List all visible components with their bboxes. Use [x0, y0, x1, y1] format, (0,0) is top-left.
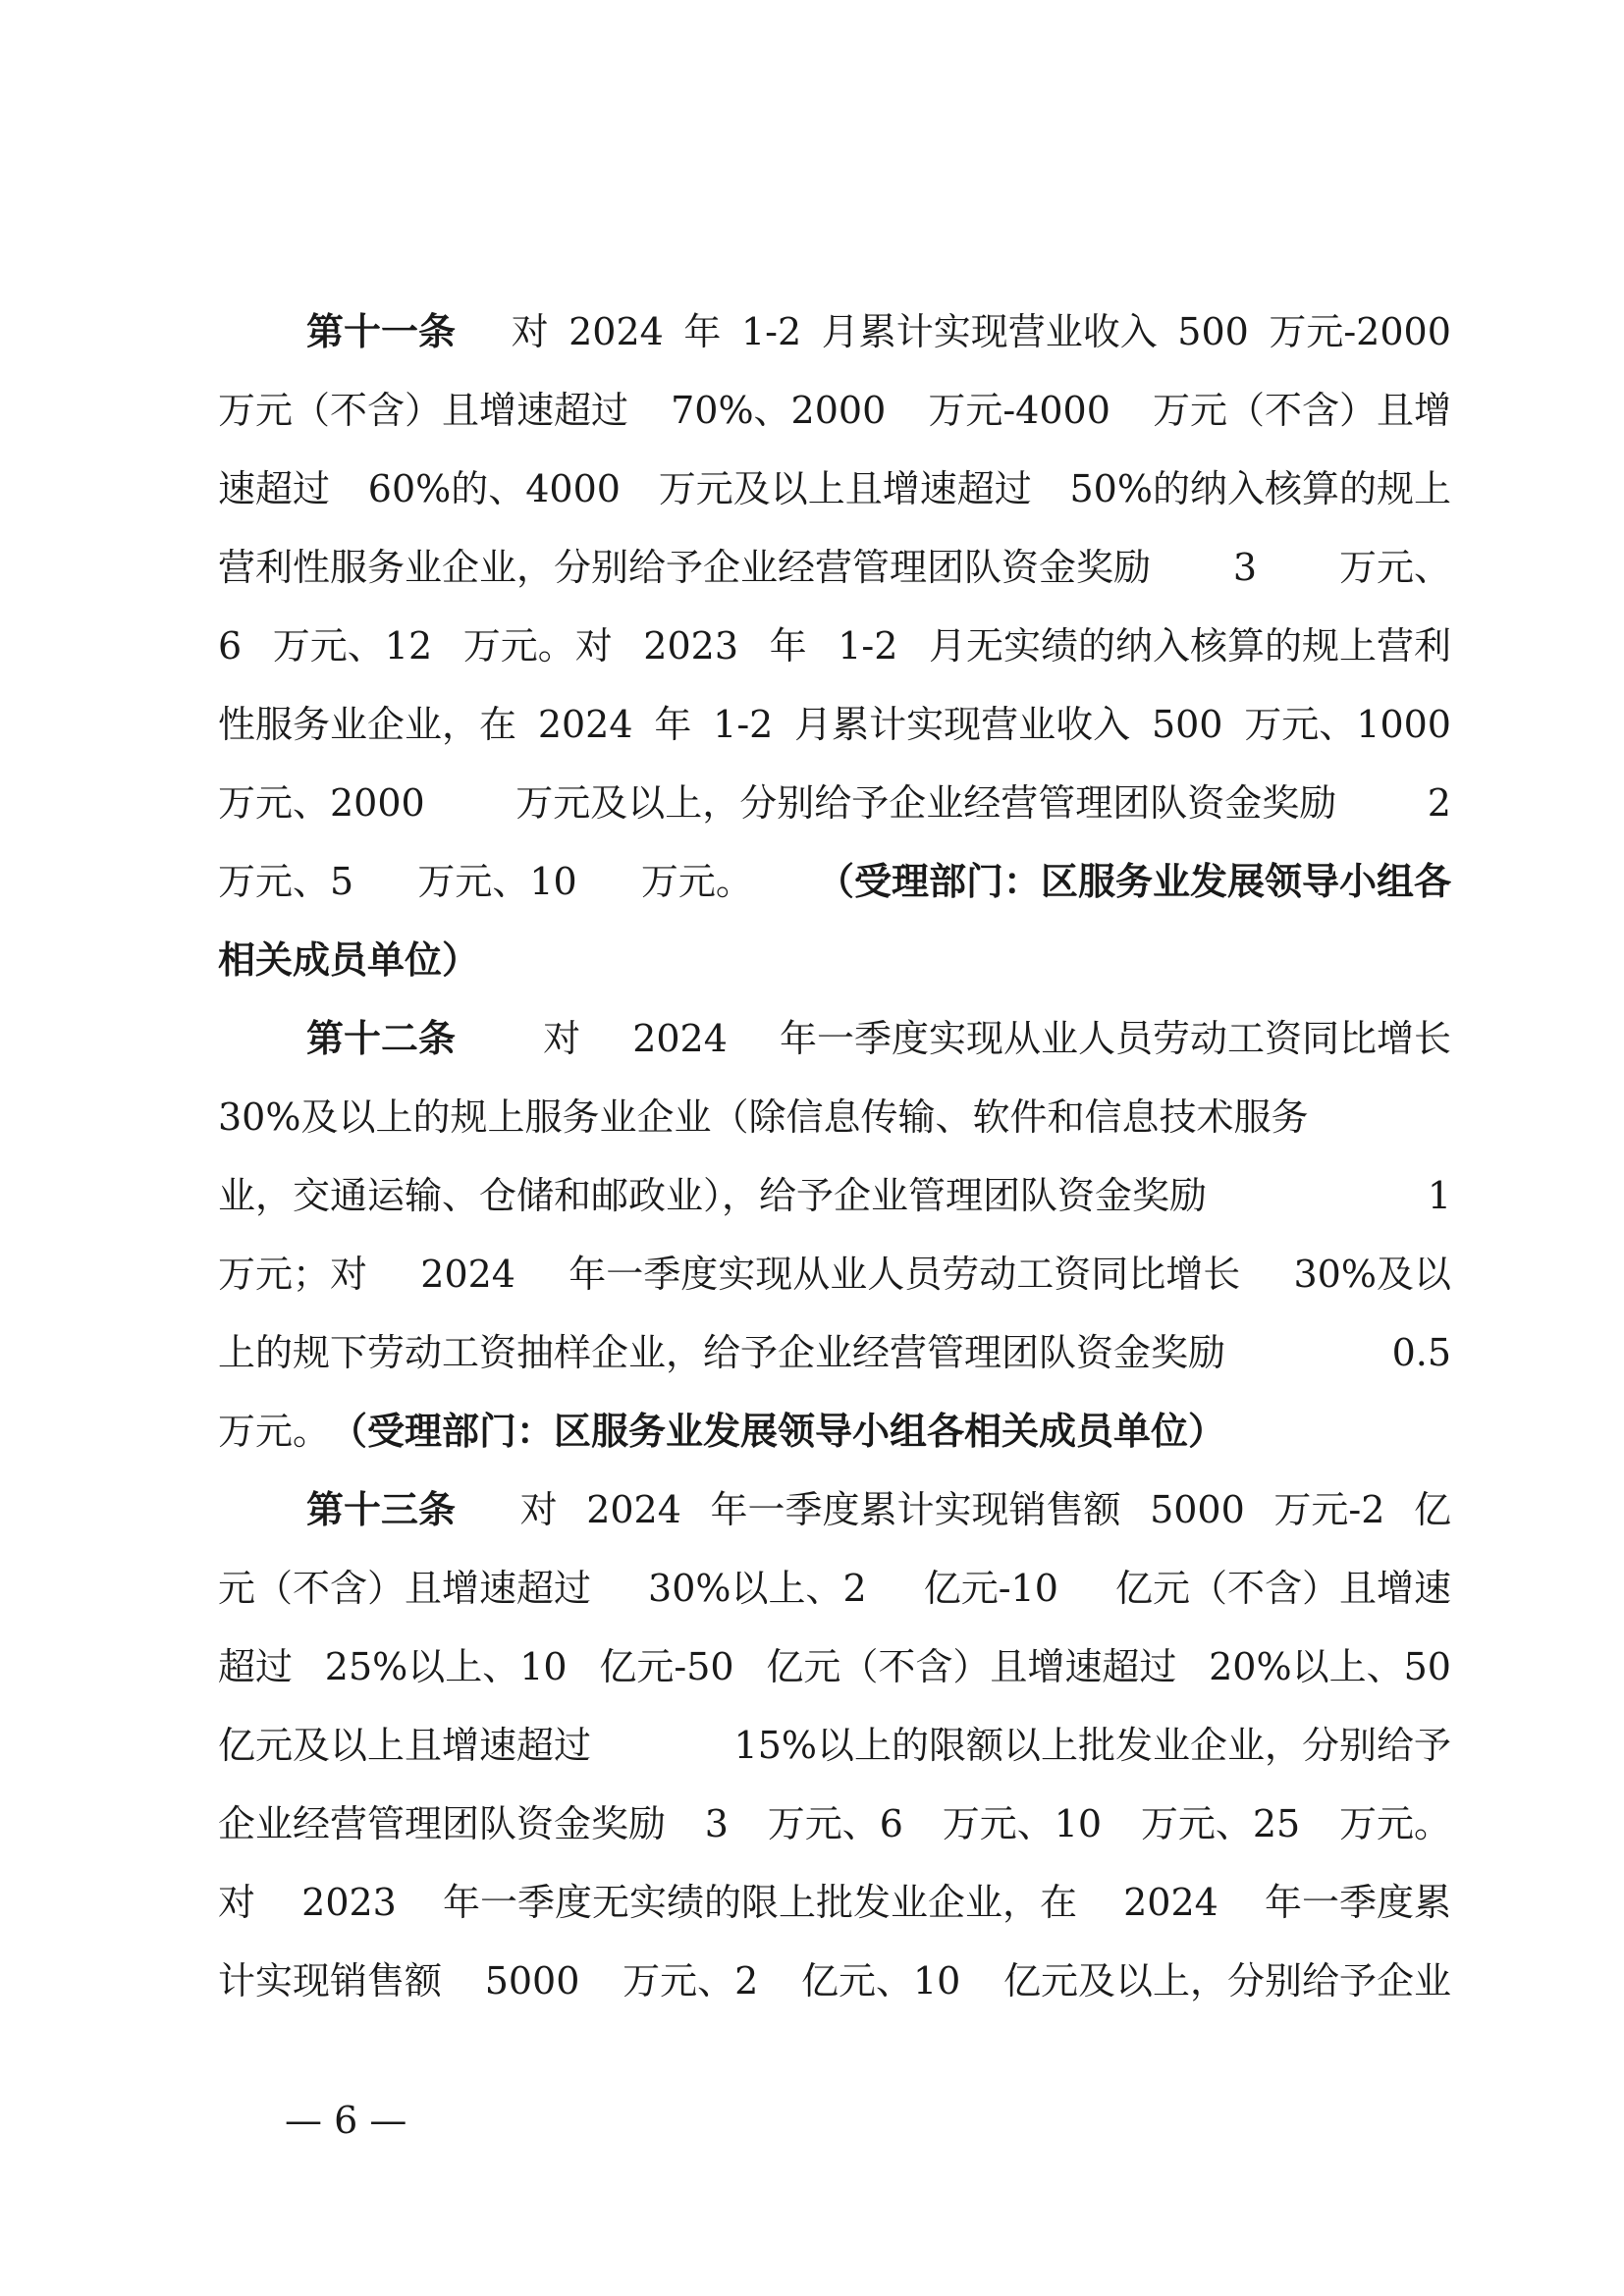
text-segment: 亿元及以上，分别给予企业 — [1002, 1959, 1451, 2002]
text-segment: 2024 — [632, 1017, 728, 1060]
text-segment: 万元（不含）且增速超过 — [218, 389, 629, 432]
text-segment: 年一季度累 — [1264, 1881, 1451, 1924]
text-segment: 万元、10 — [942, 1802, 1103, 1845]
text-segment: 2024 — [586, 1488, 681, 1531]
text-segment: 计实现销售额 — [218, 1959, 443, 2002]
text-segment: 万元。对 — [462, 624, 613, 667]
text-segment: 年一季度累计实现销售额 — [710, 1488, 1121, 1531]
text-segment: 1-2 — [740, 310, 802, 353]
responsible-department: （受理部门：区服务业发展领导小组各 — [816, 859, 1451, 903]
text-segment: 3 — [704, 1802, 729, 1845]
article-11-line-1 — [218, 293, 1451, 371]
text-segment: 50%的纳入核算的规上 — [1069, 467, 1451, 510]
text-segment: 超过 — [218, 1645, 294, 1688]
article-12-line-3 — [218, 1156, 1451, 1235]
text-segment: 亿 — [1413, 1488, 1451, 1531]
text-segment: 万元、2 — [623, 1959, 759, 2002]
text-segment: 营利性服务业企业，分别给予企业经营管理团队资金奖励 — [218, 546, 1152, 589]
text-segment: 年 — [654, 703, 692, 746]
text-segment: 2024 — [568, 310, 664, 353]
text-segment: 3 — [1232, 546, 1258, 589]
text-segment: 万元-2 — [1273, 1488, 1385, 1531]
text-segment: 元（不含）且增速超过 — [218, 1567, 592, 1610]
text-segment: 亿元（不含）且增速 — [1114, 1567, 1451, 1610]
text-segment: 亿元、10 — [800, 1959, 961, 2002]
text-segment: 1-2 — [713, 703, 774, 746]
text-segment: 万元、5 — [218, 860, 354, 903]
text-segment: 2024 — [537, 703, 633, 746]
text-segment: 30%及以 — [1293, 1253, 1451, 1296]
text-segment: 60%的、4000 — [367, 467, 621, 510]
text-segment: 月累计实现营业收入 — [794, 703, 1131, 746]
article-11-line-6 — [218, 685, 1451, 764]
article-12-line-1 — [218, 999, 1451, 1078]
responsible-department: （受理部门：区服务业发展领导小组各相关成员单位） — [330, 1409, 1226, 1453]
text-segment: 70%、2000 — [671, 389, 887, 432]
text-segment: 15%以上的限额以上批发业企业，分别给予 — [733, 1724, 1451, 1767]
text-segment: 万元、10 — [417, 860, 577, 903]
text-segment: 25%以上、10 — [324, 1645, 568, 1688]
text-segment: 月累计实现营业收入 — [821, 310, 1158, 353]
article-11-line-8 — [218, 842, 1451, 921]
responsible-department: 相关成员单位） — [218, 937, 480, 982]
article-12-line-2 — [218, 1078, 1451, 1156]
text-segment: 万元、6 — [767, 1802, 903, 1845]
text-segment: 万元-4000 — [928, 389, 1110, 432]
text-segment: 企业经营管理团队资金奖励 — [218, 1802, 667, 1845]
text-segment: 2024 — [420, 1253, 515, 1296]
text-segment: 500 — [1151, 703, 1223, 746]
article-13-line-5 — [218, 1785, 1451, 1863]
text-segment: 2 — [1427, 781, 1451, 825]
article-13-line-4 — [218, 1706, 1451, 1785]
article-12-line-6 — [218, 1392, 1451, 1470]
text-segment: 20%以上、50 — [1209, 1645, 1451, 1688]
article-11-line-7 — [218, 764, 1451, 842]
text-segment: 年 — [769, 624, 807, 667]
text-segment: 万元。 — [218, 1410, 331, 1453]
text-segment: 万元-2000 — [1269, 310, 1451, 353]
text-segment: 0.5 — [1391, 1331, 1451, 1374]
text-segment: 500 — [1177, 310, 1249, 353]
text-segment: 30%及以上的规上服务业企业（除信息传输、软件和信息技术服务 — [218, 1095, 1309, 1139]
text-segment: 年一季度实现从业人员劳动工资同比增长 — [568, 1253, 1241, 1296]
article-title: 第十一条 — [306, 309, 457, 353]
text-segment: 月无实绩的纳入核算的规上营利 — [928, 624, 1451, 667]
article-11-line-3 — [218, 450, 1451, 528]
text-segment: 对 — [218, 1881, 256, 1924]
text-segment: 万元；对 — [218, 1253, 368, 1296]
text-segment: 万元。 — [1338, 1802, 1451, 1845]
text-segment: 亿元-10 — [923, 1567, 1058, 1610]
text-segment: 万元。 — [640, 860, 753, 903]
text-segment: 万元、1000 — [1244, 703, 1451, 746]
text-segment: 6 — [218, 624, 243, 667]
text-segment: 对 — [543, 1017, 581, 1060]
text-segment: 万元（不含）且增 — [1152, 389, 1451, 432]
article-11-line-2 — [218, 371, 1451, 450]
text-segment: 万元及以上且增速超过 — [658, 467, 1032, 510]
text-segment: 2024 — [1123, 1881, 1218, 1924]
text-segment: 5000 — [1150, 1488, 1245, 1531]
text-segment: 万元、2000 — [218, 781, 425, 825]
text-segment: 30%以上、2 — [648, 1567, 867, 1610]
text-segment: 万元、12 — [272, 624, 433, 667]
article-13-line-7 — [218, 1942, 1451, 2020]
article-13-line-2 — [218, 1549, 1451, 1628]
article-12-line-5 — [218, 1313, 1451, 1392]
article-11-line-4 — [218, 528, 1451, 607]
text-segment: 年 — [683, 310, 722, 353]
article-title: 第十二条 — [306, 1016, 457, 1060]
page-number: — 6 — — [285, 2099, 407, 2142]
document-body — [218, 293, 1451, 2020]
article-12-line-4 — [218, 1235, 1451, 1313]
text-segment: 2023 — [301, 1881, 397, 1924]
text-segment: 上的规下劳动工资抽样企业，给予企业经营管理团队资金奖励 — [218, 1331, 1226, 1374]
article-11-line-5 — [218, 607, 1451, 685]
text-segment: 年一季度无实绩的限上批发业企业，在 — [442, 1881, 1077, 1924]
article-title: 第十三条 — [306, 1487, 457, 1531]
text-segment: 1-2 — [838, 624, 898, 667]
text-segment: 5000 — [484, 1959, 580, 2002]
text-segment: 对 — [511, 310, 549, 353]
text-segment: 万元及以上，分别给予企业经营管理团队资金奖励 — [515, 781, 1337, 825]
text-segment: 亿元及以上且增速超过 — [218, 1724, 592, 1767]
text-segment: 业，交通运输、仓储和邮政业），给予企业管理团队资金奖励 — [218, 1174, 1208, 1217]
text-segment: 万元、 — [1338, 546, 1451, 589]
article-13-line-6 — [218, 1863, 1451, 1942]
text-segment: 年一季度实现从业人员劳动工资同比增长 — [779, 1017, 1451, 1060]
text-segment: 对 — [519, 1488, 558, 1531]
article-13-line-1 — [218, 1470, 1451, 1549]
text-segment: 速超过 — [218, 467, 331, 510]
text-segment: 1 — [1427, 1174, 1451, 1217]
text-segment: 性服务业企业，在 — [218, 703, 517, 746]
text-segment: 2023 — [643, 624, 739, 667]
article-13-line-3 — [218, 1628, 1451, 1706]
text-segment: 亿元-50 — [599, 1645, 734, 1688]
text-segment: 万元、25 — [1140, 1802, 1301, 1845]
article-11-line-9 — [218, 921, 1451, 999]
text-segment: 亿元（不含）且增速超过 — [766, 1645, 1177, 1688]
